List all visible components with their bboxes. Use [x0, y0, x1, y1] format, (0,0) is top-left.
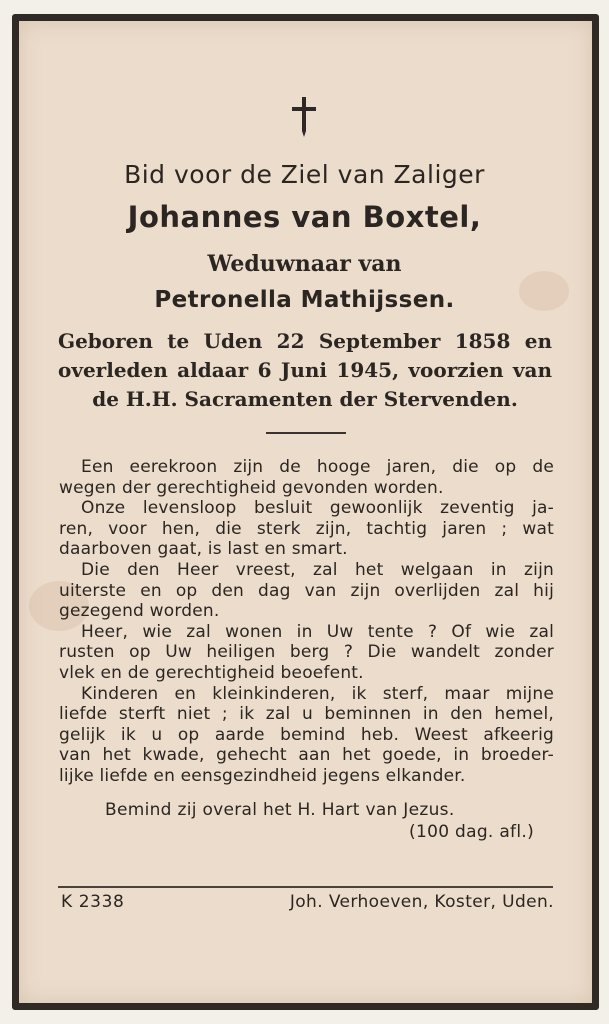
verse-line: wegen der gerechtigheid gevonden worden.: [59, 477, 444, 498]
spouse-name: Petronella Mathijssen.: [154, 287, 455, 313]
verse-line: liefde sterft niet ; ik zal u beminnen in den hemel,: [59, 704, 554, 725]
indulgence-note: (100 dag. afl.): [409, 822, 534, 842]
biography-line: Geboren te Uden 22 September 1858 en: [58, 329, 552, 353]
footer-divider: [58, 886, 553, 888]
biography-line: overleden aldaar 6 Juni 1945, voorzien van: [58, 358, 552, 382]
verse-line: Kinderen en kleinkinderen, ik sterf, maar mijne: [81, 683, 554, 704]
verse-line: gezegend worden.: [59, 601, 220, 622]
deceased-name: Johannes van Boxtel,: [127, 200, 482, 234]
verse-line: van het kwade, gehecht aan het goede, in broeder-: [59, 745, 554, 766]
verse-line: daarboven gaat, is last en smart.: [59, 539, 348, 560]
verse-line: rusten op Uw heiligen berg ? Die wandelt zonder: [59, 642, 554, 663]
verse-line: gelijk ik u op aarde bemind heb. Weest afkeerig: [59, 724, 554, 745]
printer-credit: Joh. Verhoeven, Koster, Uden.: [289, 892, 554, 912]
verse-line: Een eerekroon zijn de hooge jaren, die op de: [81, 457, 554, 477]
biography-line: de H.H. Sacramenten der Stervenden.: [92, 387, 518, 411]
card-code: K 2338: [61, 892, 125, 912]
verse-line: ren, voor hen, die sterk zijn, tachtig jaren ; wat: [59, 518, 554, 539]
verse-line: lijke liefde en eensgezindheid jegens elkander.: [59, 765, 466, 786]
verse-line: uiterste en op den dag van zijn overlijden zal hij: [59, 580, 554, 601]
scripture-text: [59, 457, 554, 787]
relation-label: Weduwnaar van: [207, 251, 402, 277]
verse-line: Heer, wie zal wonen in Uw tente ? Of wie zal: [81, 621, 554, 642]
divider: [266, 432, 346, 434]
biography: [58, 327, 552, 414]
prayer-intro: Bid voor de Ziel van Zaliger: [124, 160, 485, 189]
verse-line: vlek en de gerechtigheid beoefent.: [59, 662, 364, 683]
closing-invocation: Bemind zij overal het H. Hart van Jezus.: [105, 800, 455, 820]
verse-line: Die den Heer vreest, zal het welgaan in zijn: [81, 559, 554, 580]
latin-cross-icon: [289, 95, 319, 139]
verse-line: Onze levensloop besluit gewoonlijk zeventig ja-: [81, 498, 554, 519]
